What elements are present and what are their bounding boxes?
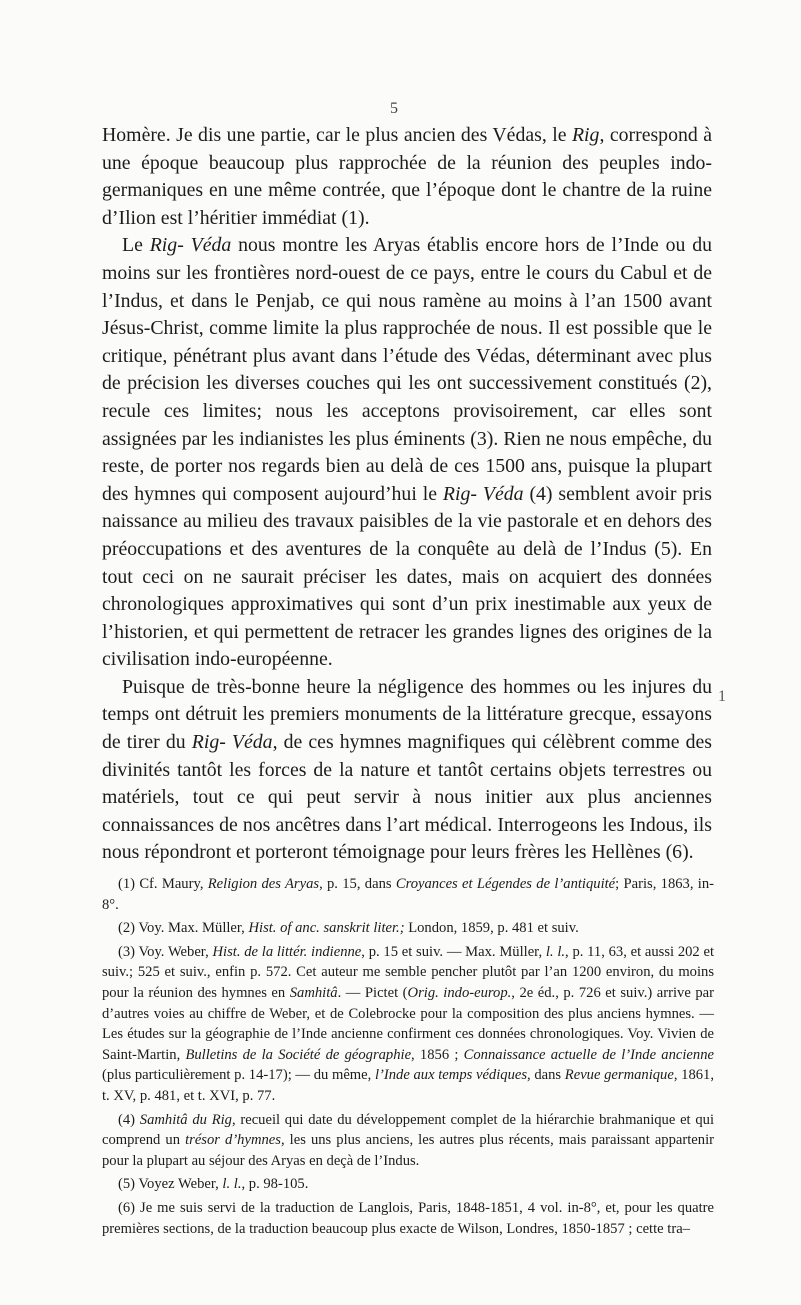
italic-run: Rig- Véda xyxy=(191,731,273,754)
italic-run: Connaissance actuelle de l’Inde ancienne xyxy=(463,1046,714,1063)
italic-run: Samhitâ du Rig xyxy=(139,1111,232,1128)
footnote-6: (6) Je me suis servi de la traduction de Langlois, Paris, 1848-1851, 4 vol. in-8°, et, pour les quatre premières sections, de la traduction beaucoup plus exacte de Wilson, Londres, 1850-1857 ; cette tra– xyxy=(102,1199,714,1237)
italic-run: Revue germanique xyxy=(564,1067,674,1084)
italic-run: Hist. of anc. sanskrit liter.; xyxy=(248,920,405,937)
footnote-4: (4) Samhitâ du Rig, recueil qui date du développement complet de la hiérarchie brahmanique et qui comprend un trésor d’hymnes, les uns plus anciens, les autres plus récents, mais paraissant appartenir pour la plupart au séjour des Aryas en deçà de l’Indus. xyxy=(102,1111,714,1169)
footnote-1: (1) Cf. Maury, Religion des Aryas, p. 15, dans Croyances et Légendes de l’antiquité; Paris, 1863, in-8°. xyxy=(102,876,714,913)
footnotes xyxy=(102,874,714,1239)
italic-run: trésor d’hymnes xyxy=(185,1132,281,1149)
paragraph-3: Puisque de très-bonne heure la négligence des hommes ou les injures du temps ont détruit les premiers monuments de la littérature grecque, essayons de tirer du Rig- Véda, de ces hymnes magnifiques qui célèbrent comme des divinités tantôt les forces de la nature et tantôt certains objets terrestres ou matériels, tout ce qui peut servir à nous initier aux plus anciennes connaissances de nos ancêtres dans l’art médical. Interrogeons les Indous, ils nous répondront et porteront témoignage pour leurs frères les Hellènes (6). xyxy=(102,675,713,864)
italic-run: Croyances et Légendes de l’antiquité xyxy=(395,876,616,892)
footnote-2: (2) Voy. Max. Müller, Hist. of anc. sanskrit liter.; London, 1859, p. 481 et suiv. xyxy=(118,920,579,937)
margin-mark: 1 xyxy=(718,688,726,705)
paragraph-1: Homère. Je dis une partie, car le plus ancien des Védas, le Rig, correspond à une époque beaucoup plus rapprochée de la réunion des peuples indo-germaniques en une même contrée, que l’époque dont le chantre de la ruine d’Ilion est l’héritier immédiat (1). xyxy=(102,124,712,229)
italic-run: Samhitâ xyxy=(289,984,338,1001)
italic-run: l’Inde aux temps védiques xyxy=(374,1067,528,1084)
italic-run: Hist. de la littér. indienne xyxy=(212,943,362,960)
footnote-5: (5) Voyez Weber, l. l., p. 98-105. xyxy=(118,1176,309,1193)
italic-run: Bulletins de la Société de géographie xyxy=(185,1046,412,1063)
italic-run: Rig xyxy=(571,124,600,146)
italic-run: l. l. xyxy=(222,1176,242,1193)
italic-run: Orig. indo-europ. xyxy=(407,984,512,1001)
italic-run: Rig- Véda xyxy=(149,234,232,257)
body-text xyxy=(102,122,712,867)
footnote-3: (3) Voy. Weber, Hist. de la littér. indienne, p. 15 et suiv. — Max. Müller, l. l., p. 11, 63, et aussi 202 et suiv.; 525 et suiv., enfin p. 572. Cet auteur me semble pencher plutôt par l’an 1200 environ, du moins pour la réunion des hymnes en Samhitâ. — Pictet (Orig. indo-europ., 2e éd., p. 726 et suiv.) arrive par d’autres voies au chiffre de Weber, et de Colebrocke pour la composition des plus anciens hymnes. — Les études sur la géographie de l’Inde ancienne confirment ces données chronologiques. Voy. Vivien de Saint-Martin, Bulletins de la Société de géographie, 1856 ; Connaissance actuelle de l’Inde ancienne (plus particulièrement p. 14-17); — du même, l’Inde aux temps védiques, dans Revue germanique, 1861, t. XV, p. 481, et t. XVI, p. 77. xyxy=(102,943,715,1104)
italic-run: l. l. xyxy=(545,943,566,960)
page-number: 5 xyxy=(390,100,398,117)
italic-run: Religion des Aryas xyxy=(207,876,320,892)
paragraph-2: Le Rig- Véda nous montre les Aryas établis encore hors de l’Inde ou du moins sur les frontières nord-ouest de ce pays, entre le cours du Cabul et de l’Indus, et dans le Penjab, ce qui nous ramène au moins à l’an 1500 avant Jésus-Christ, comme limite la plus rapprochée de nous. Il est possible que le critique, pénétrant plus avant dans l’étude des Védas, déterminant avec plus de précision les diverses couches qui les ont successivement constitués (2), recule ces limites; nous les acceptons provisoirement, car elles sont assignées par les indianistes les plus éminents (3). Rien ne nous empêche, du reste, de porter nos regards bien au delà de ces 1500 ans, puisque la plupart des hymnes qui composent aujourd’hui le Rig- Véda (4) semblent avoir pris naissance au milieu des travaux paisibles de la vie pastorale et en dehors des préoccupations et des aventures de la conquête au delà de l’Indus (5). En tout ceci on ne saurait préciser les dates, mais on acquiert des données chronologiques approximatives qui sont d’un prix inestimable aux yeux de l’historien, et qui permettent de retracer les grandes lignes des origines de la civilisation indo-européenne. xyxy=(102,234,712,671)
italic-run: Rig- Véda xyxy=(442,482,524,505)
